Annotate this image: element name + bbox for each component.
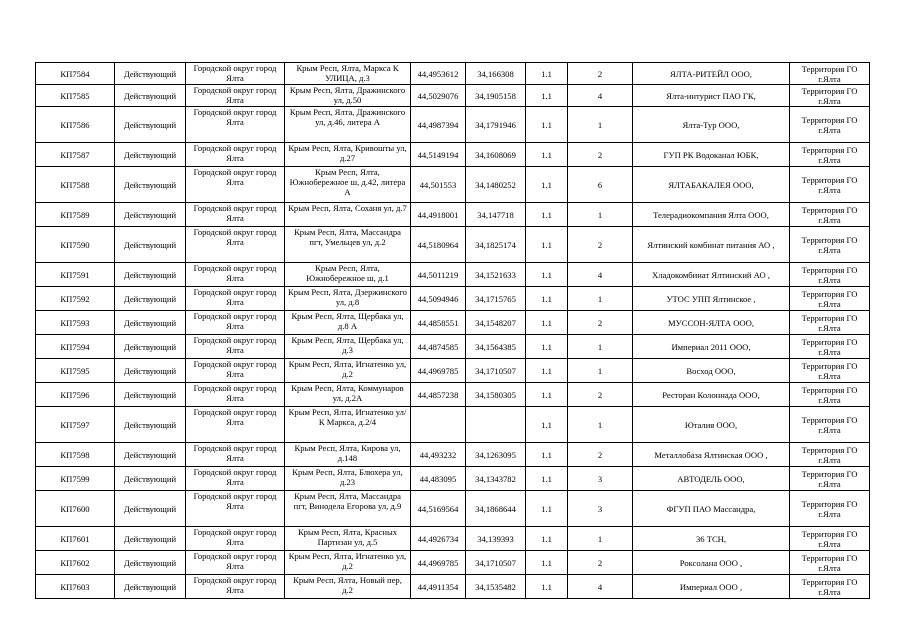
- cell-longitude: 34,139393: [466, 527, 526, 551]
- cell-address: Крым Респ, Ялта, Щербака ул, д.3: [285, 335, 411, 359]
- cell-address: Крым Респ, Ялта, Массандра пгт, Винодела Егорова ул, д.9: [285, 491, 411, 527]
- cell-organization: Металлобаза Ялтинская ООО ,: [633, 443, 790, 467]
- table-row: [36, 63, 870, 85]
- cell-longitude: 34,1343782: [466, 467, 526, 491]
- cell-status: Действующий: [115, 551, 186, 575]
- cell-count: 4: [568, 85, 633, 107]
- cell-code: 1.1: [526, 203, 568, 227]
- cell-count: 1: [568, 335, 633, 359]
- cell-latitude: 44,5169564: [411, 491, 466, 527]
- cell-address: Крым Респ, Ялта, Дзержинского ул, д.8: [285, 287, 411, 311]
- cell-address: Крым Респ, Ялта, Игнатенко ул/К Маркса, д.2/4: [285, 407, 411, 443]
- cell-territory: Территория ГО г.Ялта: [790, 359, 870, 383]
- cell-code: 1.1: [526, 263, 568, 287]
- cell-longitude: 34,1905158: [466, 85, 526, 107]
- table-row: [36, 527, 870, 551]
- cell-status: Действующий: [115, 143, 186, 167]
- cell-status: Действующий: [115, 85, 186, 107]
- cell-id: КП7593: [36, 311, 115, 335]
- cell-latitude: 44,5029076: [411, 85, 466, 107]
- cell-count: 1: [568, 407, 633, 443]
- cell-count: 4: [568, 575, 633, 599]
- cell-id: КП7592: [36, 287, 115, 311]
- cell-territory: Территория ГО г.Ялта: [790, 287, 870, 311]
- cell-latitude: 44,4926734: [411, 527, 466, 551]
- cell-district: Городской округ город Ялта: [186, 167, 285, 203]
- cell-code: 1.1: [526, 167, 568, 203]
- cell-count: 3: [568, 491, 633, 527]
- cell-district: Городской округ город Ялта: [186, 551, 285, 575]
- cell-code: 1.1: [526, 527, 568, 551]
- table-row: [36, 383, 870, 407]
- cell-id: КП7599: [36, 467, 115, 491]
- cell-territory: Территория ГО г.Ялта: [790, 203, 870, 227]
- cell-count: 3: [568, 467, 633, 491]
- cell-status: Действующий: [115, 575, 186, 599]
- cell-organization: ФГУП ПАО Массандра,: [633, 491, 790, 527]
- cell-organization: Ялта-интурист ПАО ГК,: [633, 85, 790, 107]
- table-row: [36, 335, 870, 359]
- cell-latitude: 44,483095: [411, 467, 466, 491]
- cell-latitude: 44,4969785: [411, 359, 466, 383]
- cell-address: Крым Респ, Ялта, Коммунаров ул, д.2А: [285, 383, 411, 407]
- cell-organization: УТОС УПП Ялтинское ,: [633, 287, 790, 311]
- table-row: [36, 551, 870, 575]
- table-row: [36, 311, 870, 335]
- cell-code: 1.1: [526, 335, 568, 359]
- cell-longitude: 34,1548207: [466, 311, 526, 335]
- cell-address: Крым Респ, Ялта, Красных Партизан ул, д.5: [285, 527, 411, 551]
- cell-id: КП7591: [36, 263, 115, 287]
- cell-territory: Территория ГО г.Ялта: [790, 143, 870, 167]
- cell-code: 1.1: [526, 467, 568, 491]
- cell-id: КП7602: [36, 551, 115, 575]
- cell-organization: Роксолана ООО ,: [633, 551, 790, 575]
- cell-organization: Хладокомбинат Ялтинский АО ,: [633, 263, 790, 287]
- cell-territory: Территория ГО г.Ялта: [790, 407, 870, 443]
- cell-status: Действующий: [115, 311, 186, 335]
- cell-district: Городской округ город Ялта: [186, 467, 285, 491]
- cell-address: Крым Респ, Ялта, Новый пер, д.2: [285, 575, 411, 599]
- cell-latitude: 44,4874585: [411, 335, 466, 359]
- cell-territory: Территория ГО г.Ялта: [790, 107, 870, 143]
- cell-count: 2: [568, 227, 633, 263]
- cell-longitude: 34,1564385: [466, 335, 526, 359]
- cell-code: 1.1: [526, 551, 568, 575]
- cell-id: КП7600: [36, 491, 115, 527]
- table-row: [36, 203, 870, 227]
- cell-district: Городской округ город Ялта: [186, 227, 285, 263]
- cell-code: 1.1: [526, 227, 568, 263]
- cell-address: Крым Респ, Ялта, Кирова ул, д.148: [285, 443, 411, 467]
- cell-count: 1: [568, 359, 633, 383]
- cell-latitude: 44,4953612: [411, 63, 466, 85]
- cell-longitude: 34,1521633: [466, 263, 526, 287]
- cell-longitude: 34,1715765: [466, 287, 526, 311]
- cell-longitude: 34,1868644: [466, 491, 526, 527]
- cell-id: КП7598: [36, 443, 115, 467]
- cell-code: 1.1: [526, 407, 568, 443]
- registry-table: [35, 62, 870, 599]
- cell-count: 2: [568, 143, 633, 167]
- cell-status: Действующий: [115, 287, 186, 311]
- cell-territory: Территория ГО г.Ялта: [790, 551, 870, 575]
- cell-district: Городской округ город Ялта: [186, 107, 285, 143]
- cell-territory: Территория ГО г.Ялта: [790, 491, 870, 527]
- cell-status: Действующий: [115, 527, 186, 551]
- cell-district: Городской округ город Ялта: [186, 443, 285, 467]
- cell-organization: ЯЛТАБАКАЛЕЯ ООО,: [633, 167, 790, 203]
- cell-latitude: 44,5149194: [411, 143, 466, 167]
- cell-address: Крым Респ, Ялта, Игнатенко ул, д.2: [285, 359, 411, 383]
- cell-count: 1: [568, 527, 633, 551]
- cell-territory: Территория ГО г.Ялта: [790, 311, 870, 335]
- cell-status: Действующий: [115, 335, 186, 359]
- cell-status: Действующий: [115, 167, 186, 203]
- cell-code: 1.1: [526, 63, 568, 85]
- cell-territory: Территория ГО г.Ялта: [790, 63, 870, 85]
- cell-latitude: 44,5180964: [411, 227, 466, 263]
- cell-longitude: 34,1791946: [466, 107, 526, 143]
- cell-longitude: 34,1710507: [466, 359, 526, 383]
- cell-latitude: 44,501553: [411, 167, 466, 203]
- cell-count: 2: [568, 443, 633, 467]
- cell-longitude: 34,1825174: [466, 227, 526, 263]
- cell-longitude: 34,1608069: [466, 143, 526, 167]
- cell-organization: ГУП РК Водоканал ЮБК,: [633, 143, 790, 167]
- cell-longitude: 34,147718: [466, 203, 526, 227]
- cell-organization: ЯЛТА-РИТЕЙЛ ООО,: [633, 63, 790, 85]
- cell-id: КП7601: [36, 527, 115, 551]
- cell-territory: Территория ГО г.Ялта: [790, 383, 870, 407]
- cell-id: КП7588: [36, 167, 115, 203]
- cell-id: КП7589: [36, 203, 115, 227]
- cell-code: 1.1: [526, 143, 568, 167]
- cell-district: Городской округ город Ялта: [186, 359, 285, 383]
- table-row: [36, 107, 870, 143]
- cell-address: Крым Респ, Ялта, Кривошты ул, д.27: [285, 143, 411, 167]
- cell-organization: Ялтинский комбинат питания АО ,: [633, 227, 790, 263]
- cell-latitude: 44,5094946: [411, 287, 466, 311]
- table-row: [36, 467, 870, 491]
- cell-district: Городской округ город Ялта: [186, 407, 285, 443]
- table-row: [36, 167, 870, 203]
- cell-address: Крым Респ, Ялта, Дражинского ул, д.46, литера А: [285, 107, 411, 143]
- cell-id: КП7587: [36, 143, 115, 167]
- cell-district: Городской округ город Ялта: [186, 63, 285, 85]
- cell-address: Крым Респ, Ялта, Игнатенко ул, д.2: [285, 551, 411, 575]
- table-row: [36, 575, 870, 599]
- cell-organization: Империал ООО ,: [633, 575, 790, 599]
- cell-organization: Восход ООО,: [633, 359, 790, 383]
- table-row: [36, 443, 870, 467]
- cell-id: КП7597: [36, 407, 115, 443]
- cell-address: Крым Респ, Ялта, Маркса К УЛИЦА, д.3: [285, 63, 411, 85]
- cell-count: 2: [568, 311, 633, 335]
- cell-latitude: 44,4969785: [411, 551, 466, 575]
- cell-address: Крым Респ, Ялта, Соханя ул, д.7: [285, 203, 411, 227]
- cell-district: Городской округ город Ялта: [186, 383, 285, 407]
- cell-count: 1: [568, 287, 633, 311]
- cell-latitude: 44,4918001: [411, 203, 466, 227]
- cell-longitude: 34,1480252: [466, 167, 526, 203]
- cell-status: Действующий: [115, 107, 186, 143]
- cell-territory: Территория ГО г.Ялта: [790, 443, 870, 467]
- cell-id: КП7590: [36, 227, 115, 263]
- cell-territory: Территория ГО г.Ялта: [790, 263, 870, 287]
- cell-district: Городской округ город Ялта: [186, 575, 285, 599]
- cell-address: Крым Респ, Ялта, Массандра пгт, Умельцев ул, д.2: [285, 227, 411, 263]
- cell-address: Крым Респ, Ялта, Южнобережное ш, д.1: [285, 263, 411, 287]
- cell-organization: Ялта-Тур ООО,: [633, 107, 790, 143]
- cell-code: 1.1: [526, 107, 568, 143]
- cell-latitude: 44,4911354: [411, 575, 466, 599]
- cell-district: Городской округ город Ялта: [186, 203, 285, 227]
- cell-organization: МУССОН-ЯЛТА ООО,: [633, 311, 790, 335]
- cell-code: 1.1: [526, 491, 568, 527]
- cell-latitude: 44,4858551: [411, 311, 466, 335]
- cell-status: Действующий: [115, 359, 186, 383]
- cell-address: Крым Респ, Ялта, Дражинского ул, д.50: [285, 85, 411, 107]
- cell-address: Крым Респ, Ялта, Блюхера ул, д.23: [285, 467, 411, 491]
- table-row: [36, 143, 870, 167]
- table-row: [36, 359, 870, 383]
- cell-territory: Территория ГО г.Ялта: [790, 227, 870, 263]
- cell-longitude: [466, 407, 526, 443]
- cell-territory: Территория ГО г.Ялта: [790, 335, 870, 359]
- cell-district: Городской округ город Ялта: [186, 335, 285, 359]
- cell-latitude: 44,4857238: [411, 383, 466, 407]
- cell-status: Действующий: [115, 263, 186, 287]
- cell-longitude: 34,1535482: [466, 575, 526, 599]
- cell-district: Городской округ город Ялта: [186, 311, 285, 335]
- cell-id: КП7596: [36, 383, 115, 407]
- cell-address: Крым Респ, Ялта, Южнобережное ш, д.42, литера А: [285, 167, 411, 203]
- cell-territory: Территория ГО г.Ялта: [790, 167, 870, 203]
- cell-organization: АВТОДЕЛЬ ООО,: [633, 467, 790, 491]
- cell-territory: Территория ГО г.Ялта: [790, 575, 870, 599]
- cell-count: 1: [568, 107, 633, 143]
- cell-organization: Юталия ООО,: [633, 407, 790, 443]
- cell-district: Городской округ город Ялта: [186, 143, 285, 167]
- table-row: [36, 287, 870, 311]
- cell-latitude: 44,5011219: [411, 263, 466, 287]
- cell-district: Городской округ город Ялта: [186, 527, 285, 551]
- cell-district: Городской округ город Ялта: [186, 263, 285, 287]
- cell-territory: Территория ГО г.Ялта: [790, 527, 870, 551]
- cell-latitude: 44,493232: [411, 443, 466, 467]
- registry-rows: [36, 63, 870, 599]
- cell-count: 2: [568, 63, 633, 85]
- cell-code: 1.1: [526, 575, 568, 599]
- cell-organization: Телерадиокомпания Ялта ООО,: [633, 203, 790, 227]
- cell-id: КП7594: [36, 335, 115, 359]
- cell-organization: Ресторан Колоннада ООО,: [633, 383, 790, 407]
- cell-status: Действующий: [115, 63, 186, 85]
- cell-organization: Империал 2011 ООО,: [633, 335, 790, 359]
- cell-longitude: 34,1710507: [466, 551, 526, 575]
- cell-code: 1.1: [526, 383, 568, 407]
- cell-address: Крым Респ, Ялта, Щербака ул, д.8 А: [285, 311, 411, 335]
- cell-status: Действующий: [115, 227, 186, 263]
- table-row: [36, 263, 870, 287]
- cell-organization: 36 ТСН,: [633, 527, 790, 551]
- cell-territory: Территория ГО г.Ялта: [790, 85, 870, 107]
- cell-status: Действующий: [115, 491, 186, 527]
- cell-longitude: 34,1580305: [466, 383, 526, 407]
- cell-id: КП7595: [36, 359, 115, 383]
- cell-count: 4: [568, 263, 633, 287]
- cell-code: 1.1: [526, 443, 568, 467]
- cell-count: 2: [568, 551, 633, 575]
- cell-status: Действующий: [115, 407, 186, 443]
- cell-territory: Территория ГО г.Ялта: [790, 467, 870, 491]
- cell-longitude: 34,166308: [466, 63, 526, 85]
- cell-count: 6: [568, 167, 633, 203]
- cell-status: Действующий: [115, 443, 186, 467]
- cell-latitude: [411, 407, 466, 443]
- cell-id: КП7584: [36, 63, 115, 85]
- cell-code: 1.1: [526, 359, 568, 383]
- cell-status: Действующий: [115, 203, 186, 227]
- cell-id: КП7586: [36, 107, 115, 143]
- cell-count: 2: [568, 383, 633, 407]
- cell-status: Действующий: [115, 383, 186, 407]
- cell-district: Городской округ город Ялта: [186, 491, 285, 527]
- table-row: [36, 227, 870, 263]
- table-row: [36, 491, 870, 527]
- cell-code: 1.1: [526, 311, 568, 335]
- cell-status: Действующий: [115, 467, 186, 491]
- cell-id: КП7585: [36, 85, 115, 107]
- cell-code: 1.1: [526, 85, 568, 107]
- table-row: [36, 407, 870, 443]
- cell-count: 1: [568, 203, 633, 227]
- cell-id: КП7603: [36, 575, 115, 599]
- cell-latitude: 44,4987394: [411, 107, 466, 143]
- cell-code: 1.1: [526, 287, 568, 311]
- cell-district: Городской округ город Ялта: [186, 85, 285, 107]
- cell-longitude: 34,1263095: [466, 443, 526, 467]
- table-row: [36, 85, 870, 107]
- cell-district: Городской округ город Ялта: [186, 287, 285, 311]
